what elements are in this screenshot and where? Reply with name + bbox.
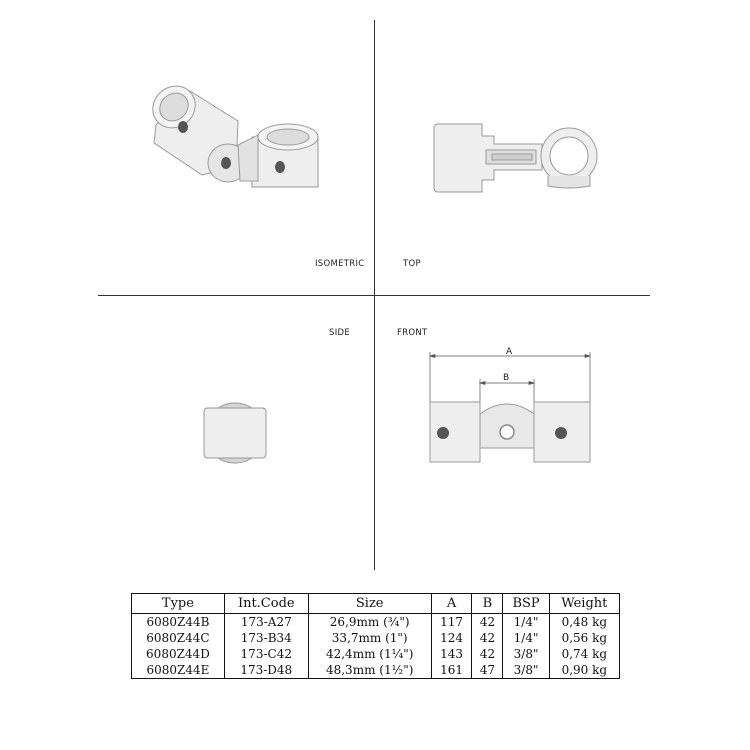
cell-weight: 0,74 kg [549,646,619,662]
cell-b: 42 [472,646,503,662]
top-view-label: TOP [403,259,421,269]
cell-a: 143 [431,646,472,662]
cell-int-code: 173-B34 [224,630,308,646]
cell-type: 6080Z44D [132,646,225,662]
cell-size: 33,7mm (1") [308,630,431,646]
cell-size: 26,9mm (¾") [308,614,431,631]
isometric-view-drawing [140,75,330,195]
dimension-b-label: B [503,373,510,383]
cell-int-code: 173-C42 [224,646,308,662]
cell-b: 42 [472,630,503,646]
header-a: A [431,594,472,614]
cell-size: 48,3mm (1½") [308,662,431,679]
header-size: Size [308,594,431,614]
side-view-label: SIDE [329,328,351,338]
front-view-drawing [425,342,597,464]
cell-b: 47 [472,662,503,679]
header-bsp: BSP [503,594,549,614]
cell-type: 6080Z44E [132,662,225,679]
cell-a: 161 [431,662,472,679]
cell-b: 42 [472,614,503,631]
cell-bsp: 1/4" [503,614,549,631]
top-view-drawing [430,118,600,198]
isometric-view-label: ISOMETRIC [315,259,365,269]
cell-int-code: 173-A27 [224,614,308,631]
cell-bsp: 1/4" [503,630,549,646]
cell-type: 6080Z44C [132,630,225,646]
side-view-drawing [198,396,272,470]
cell-weight: 0,48 kg [549,614,619,631]
cell-a: 124 [431,630,472,646]
cell-bsp: 3/8" [503,646,549,662]
cell-int-code: 173-D48 [224,662,308,679]
cell-size: 42,4mm (1¼") [308,646,431,662]
header-weight: Weight [549,594,619,614]
front-view-label: FRONT [397,328,428,338]
table-header-row [132,594,620,614]
cell-type: 6080Z44B [132,614,225,631]
header-int-code: Int.Code [224,594,308,614]
header-b: B [472,594,503,614]
cell-bsp: 3/8" [503,662,549,679]
table-row [132,630,620,646]
specification-table [131,593,620,679]
table-row [132,646,620,662]
dimension-a-label: A [506,347,513,357]
header-type: Type [132,594,225,614]
cell-weight: 0,56 kg [549,630,619,646]
cell-weight: 0,90 kg [549,662,619,679]
table-row [132,614,620,631]
quadrant-divider-horizontal [98,295,650,296]
cell-a: 117 [431,614,472,631]
table-row [132,662,620,679]
